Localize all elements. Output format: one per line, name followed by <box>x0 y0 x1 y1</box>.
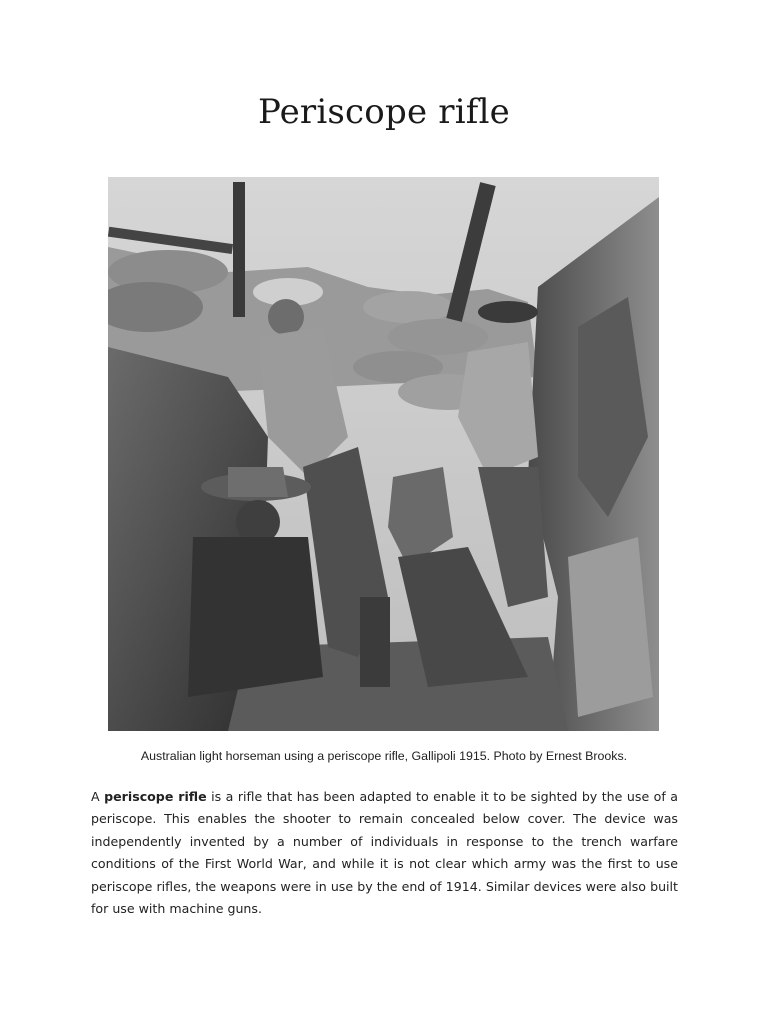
paragraph-term: periscope rifle <box>104 789 207 804</box>
page-title: Periscope rifle <box>258 92 510 132</box>
trench-photo <box>108 177 659 731</box>
paragraph-lead: A <box>91 789 105 804</box>
photo-caption: Australian light horseman using a periscope rifle, Gallipoli 1915. Photo by Ernest Brooks. <box>140 749 628 763</box>
intro-paragraph <box>91 786 678 920</box>
trench-photo-illustration <box>108 177 659 731</box>
paragraph-rest: is a rifle that has been adapted to enable it to be sighted by the use of a periscope. This enables the shooter to remain concealed below cover. The device was independently invented by a number of individuals in response to the trench warfare conditions of the First World War, and while it is not clear which army was the first to use periscope rifles, the weapons were in use by the end of 1914. Similar devices were also built for use with machine guns. <box>91 789 679 917</box>
